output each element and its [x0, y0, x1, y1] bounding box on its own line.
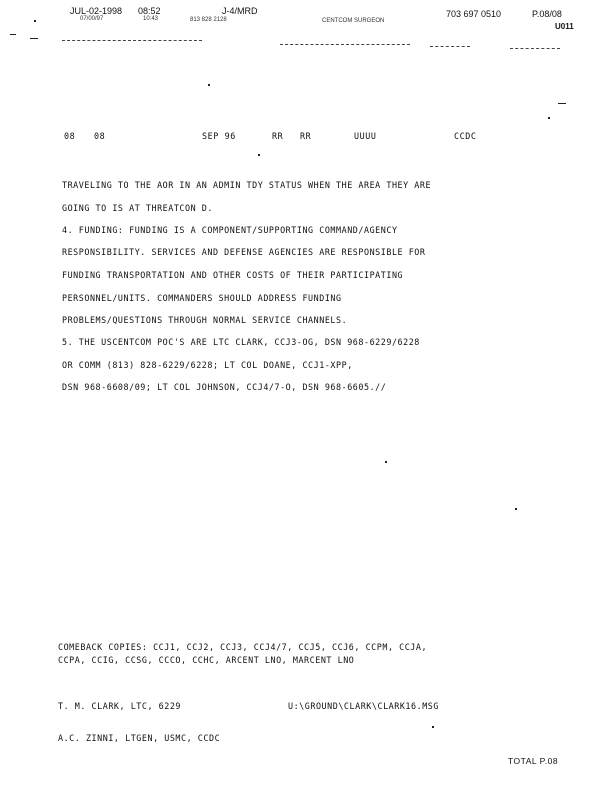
drafter: T. M. CLARK, LTC, 6229: [58, 701, 182, 711]
msg-header-col1: 08: [64, 131, 76, 141]
total-pages: TOTAL P.08: [508, 756, 559, 766]
body-line: FUNDING TRANSPORTATION AND OTHER COSTS OF THEIR PARTICIPATING: [62, 270, 404, 280]
msg-header-date: SEP 96: [202, 131, 236, 141]
scan-rule: [430, 46, 470, 47]
scan-speck: [558, 103, 566, 104]
scan-rule: [280, 44, 410, 45]
fax-page-number: P.08/08: [532, 9, 562, 19]
file-path: U:\GROUND\CLARK\CLARK16.MSG: [288, 701, 439, 711]
comeback-copies-line2: CCPA, CCIG, CCSG, CCCO, CCHC, ARCENT LNO, MARCENT LNO: [58, 655, 355, 665]
fax-sender: J-4/MRD: [222, 6, 258, 16]
scan-speck: [30, 38, 38, 39]
scan-rule: [510, 48, 560, 49]
comeback-copies-line1: COMEBACK COPIES: CCJ1, CCJ2, CCJ3, CCJ4/7, CCJ5, CCJ6, CCPM, CCJA,: [58, 642, 428, 652]
msg-header-originator: CCDC: [454, 131, 477, 141]
body-line: RESPONSIBILITY. SERVICES AND DEFENSE AGENCIES ARE RESPONSIBLE FOR: [62, 247, 426, 257]
scan-speck: [385, 461, 387, 463]
msg-header-col2: 08: [94, 131, 106, 141]
body-line: TRAVELING TO THE AOR IN AN ADMIN TDY STATUS WHEN THE AREA THEY ARE: [62, 180, 432, 190]
fax-phone: 703 697 0510: [446, 9, 502, 19]
fax-sub-phone: 813 828 2128: [190, 17, 227, 23]
msg-header-classification: UUUU: [354, 131, 377, 141]
fax-sub-code: U011: [555, 22, 574, 31]
body-line: OR COMM (813) 828-6229/6228; LT COL DOANE, CCJ1-XPP,: [62, 360, 353, 370]
body-line: 4. FUNDING: FUNDING IS A COMPONENT/SUPPORTING COMMAND/AGENCY: [62, 225, 398, 235]
fax-time: 08:52: [138, 6, 161, 16]
body-line: DSN 968-6608/09; LT COL JOHNSON, CCJ4/7-O, DSN 968-6605.//: [62, 382, 387, 392]
scan-speck: [548, 117, 550, 119]
scan-speck: [515, 508, 517, 510]
fax-sub-time: 10:43: [143, 16, 159, 22]
body-line: PROBLEMS/QUESTIONS THROUGH NORMAL SERVICE CHANNELS.: [62, 315, 348, 325]
body-line: 5. THE USCENTCOM POC'S ARE LTC CLARK, CCJ3-OG, DSN 968-6229/6228: [62, 337, 420, 347]
body-line: GOING TO IS AT THREATCON D.: [62, 203, 213, 213]
body-line: PERSONNEL/UNITS. COMMANDERS SHOULD ADDRESS FUNDING: [62, 293, 342, 303]
msg-header-precedence-1: RR: [272, 131, 284, 141]
fax-date: JUL-02-1998: [70, 6, 123, 16]
fax-sub-office: CENTCOM SURGEON: [322, 18, 385, 24]
scan-speck: [208, 84, 210, 86]
scan-speck: [432, 726, 434, 728]
scan-rule: [62, 40, 202, 41]
scan-speck: [10, 34, 16, 35]
msg-header-precedence-2: RR: [300, 131, 312, 141]
scan-speck: [34, 20, 36, 22]
releaser: A.C. ZINNI, LTGEN, USMC, CCDC: [58, 733, 221, 743]
scan-speck: [258, 154, 260, 156]
fax-sub-date: 07/00/97: [80, 16, 104, 22]
